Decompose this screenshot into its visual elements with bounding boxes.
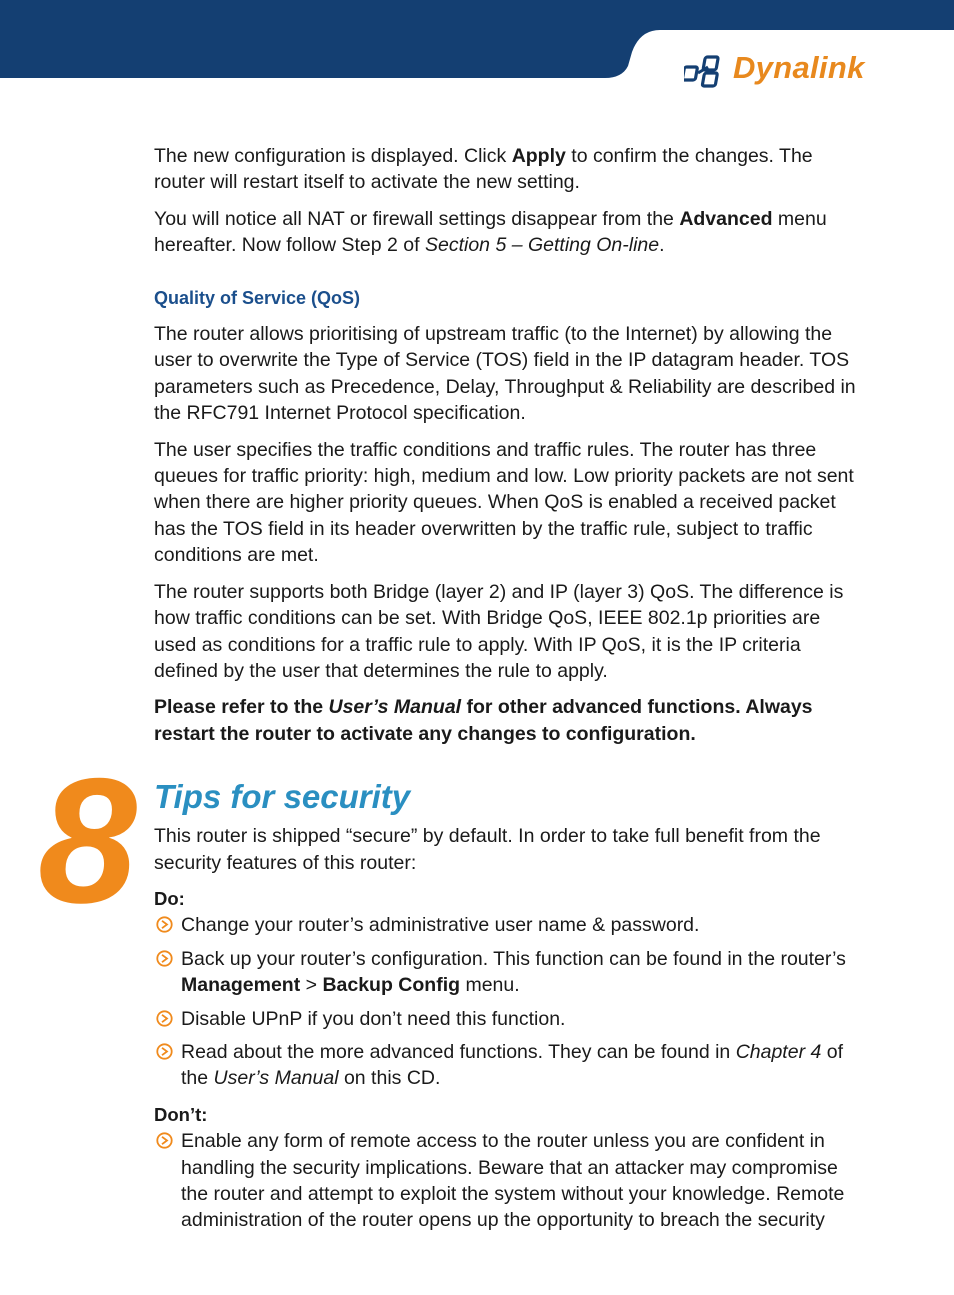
- text: >: [300, 974, 323, 997]
- list-item: [154, 946, 866, 999]
- text: You will notice all NAT or firewall settings disappear from the: [154, 207, 680, 230]
- arrow-bullet-icon: [156, 1043, 173, 1060]
- brand-logo: Dynalink: [733, 50, 865, 85]
- list-item: [154, 1006, 866, 1032]
- text: of the: [181, 1040, 844, 1090]
- text: .: [659, 234, 665, 257]
- chapter-reference: Chapter 4: [735, 1040, 822, 1063]
- chapter-number: 8: [38, 741, 137, 940]
- text: to confirm the changes. The router will restart itself to activate the new setting.: [154, 145, 813, 194]
- advanced-term: Advanced: [679, 207, 773, 230]
- paragraph-apply: [154, 143, 866, 196]
- list-item: [154, 1128, 866, 1234]
- text: The new configuration is displayed. Click: [154, 145, 512, 167]
- text: Enable any form of remote access to the router unless you are confident in handling the security implications. Beware that an attacker may compromise the router and attempt to exploit the system without your knowledge. Remote administration of the router opens up the opportunity to breach the security: [181, 1130, 845, 1232]
- menu-term: Backup Config: [322, 974, 461, 997]
- arrow-bullet-icon: [156, 950, 173, 967]
- page-body: [154, 143, 866, 1244]
- paragraph-nat-notice: [154, 206, 866, 259]
- section-reference: Section 5 – Getting On-line: [424, 234, 660, 257]
- text: on this CD.: [338, 1067, 441, 1090]
- text: menu.: [460, 974, 520, 997]
- text: Back up your router’s configuration. This function can be found in the router’s: [181, 947, 846, 970]
- arrow-bullet-icon: [156, 916, 173, 933]
- section-title: Tips for security: [154, 778, 411, 816]
- list-item: [154, 1039, 866, 1092]
- qos-paragraph-1: The router allows prioritising of upstream traffic (to the Internet) by allowing the user to overwrite the Type of Service (TOS) field in the IP datagram header. TOS parameters such as Precedence, Delay, Throughput & Reliability are described in the RFC791 Internet Protocol specification.: [154, 323, 856, 425]
- do-heading: Do:: [154, 887, 185, 909]
- dynalink-chain-icon: [684, 53, 728, 89]
- dont-heading: Don’t:: [154, 1103, 208, 1125]
- arrow-bullet-icon: [156, 1132, 173, 1149]
- list-item: [154, 912, 866, 938]
- text: Disable UPnP if you don’t need this function.: [181, 1007, 566, 1030]
- manual-note: [154, 694, 866, 747]
- do-list: [154, 912, 866, 1091]
- manual-reference: User’s Manual: [213, 1067, 339, 1090]
- arrow-bullet-icon: [156, 1010, 173, 1027]
- apply-term: Apply: [511, 145, 566, 167]
- qos-paragraph-2: The user specifies the traffic conditions and traffic rules. The router has three queues for traffic priority: high, medium and low. Low priority packets are not sent when there are higher priority queues. When QoS is enabled a received packet has the TOS field in its header overwritten by the traffic rule, subject to traffic conditions are met.: [154, 438, 854, 567]
- qos-paragraph-3: The router supports both Bridge (layer 2) and IP (layer 3) QoS. The difference is how traffic conditions can be set. With Bridge QoS, IEEE 802.1p priorities are used as conditions for a traffic rule to apply. With IP QoS, it is the IP criteria defined by the user that determines the rule to apply.: [154, 580, 844, 682]
- dont-list: [154, 1128, 866, 1234]
- text: Change your router’s administrative user name & password.: [181, 914, 700, 937]
- text: Read about the more advanced functions. They can be found in: [181, 1040, 736, 1063]
- qos-heading: Quality of Service (QoS): [154, 287, 361, 308]
- text: for other advanced functions. Always restart the router to activate any changes to configuration.: [154, 696, 813, 745]
- security-intro: This router is shipped “secure” by default. In order to take full benefit from the security features of this router:: [154, 825, 821, 874]
- page-header: [0, 0, 954, 110]
- text: menu hereafter. Now follow Step 2 of: [154, 207, 827, 257]
- menu-term: Management: [181, 974, 301, 997]
- manual-reference: User’s Manual: [328, 696, 462, 719]
- text: Please refer to the: [154, 696, 329, 719]
